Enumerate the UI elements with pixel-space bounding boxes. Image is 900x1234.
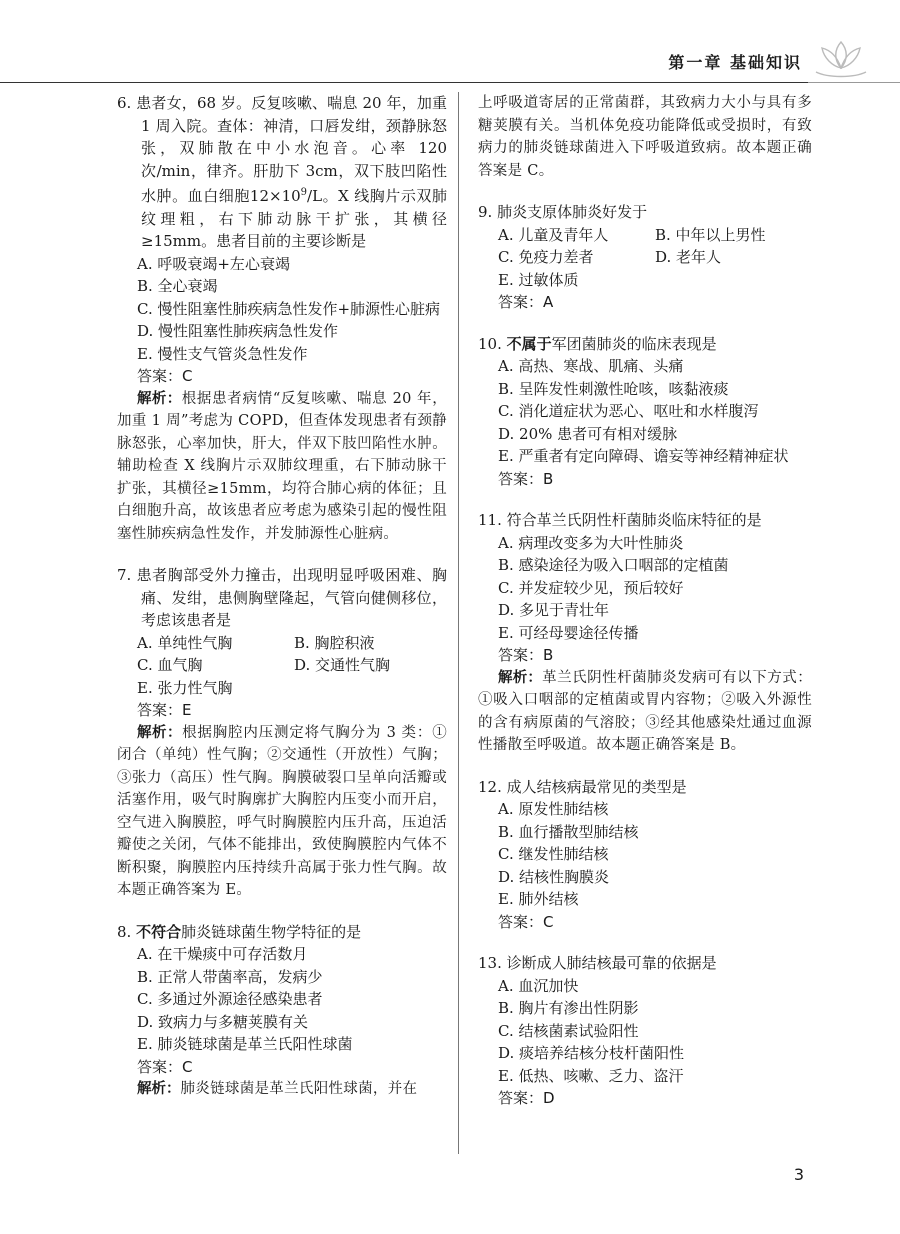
answer: 答案：A: [498, 293, 554, 311]
answer: 答案：B: [498, 646, 554, 664]
question-stem: 12. 成人结核病最常见的类型是: [478, 777, 687, 796]
option-e: E. 低热、咳嗽、乏力、盗汗: [498, 1066, 684, 1085]
option-d: D. 交通性气胸: [294, 656, 391, 674]
question-6: [117, 92, 447, 545]
option-d: D. 结核性胸膜炎: [498, 867, 610, 886]
question-stem: 7. 患者胸部受外力撞击，出现明显呼吸困难、胸痛、发绀，患侧胸壁隆起，气管向健侧移位，考虑该患者是: [117, 566, 447, 629]
question-stem: [117, 921, 447, 944]
option-e: E. 慢性支气管炎急性发作: [137, 344, 308, 363]
option-d: D. 致病力与多糖荚膜有关: [137, 1012, 309, 1031]
question-11: [478, 509, 812, 757]
option-d: D. 多见于青壮年: [498, 601, 610, 619]
option-e: E. 肺外结核: [498, 890, 579, 908]
explanation-text: 根据胸腔内压测定将气胸分为 3 类：①闭合（单纯）性气胸；②交通性（开放性）气胸；③张力（高压）性气胸。胸膜破裂口呈单向活瓣或活塞作用，吸气时胸廓扩大胸腔内压变小而开启，空气进入胸膜腔，呼气时胸膜腔内压升高，压迫活瓣使之关闭，气体不能排出，致使胸膜腔内气体不断积聚，胸膜腔内压持续升高属于张力性气胸。故本题正确答案为 E。: [117, 724, 447, 898]
option-e: E. 肺炎链球菌是革兰氏阳性球菌: [137, 1035, 353, 1053]
stem-superscript: 9: [300, 187, 308, 198]
explanation: [117, 1078, 447, 1101]
option-list: [117, 943, 447, 1056]
stem-text: 军团菌肺炎的临床表现是: [551, 334, 717, 353]
question-stem: [117, 92, 447, 253]
question-7: [117, 564, 447, 902]
option-a: A. 在干燥痰中可存活数月: [137, 945, 308, 963]
option-a: A. 呼吸衰竭+左心衰竭: [137, 254, 290, 273]
option-b: B. 呈阵发性刺激性呛咳，咳黏液痰: [498, 379, 729, 398]
stem-text: 6. 患者女，68 岁。反复咳嗽、喘息 20 年，加重 1 周入院。查体：神清，口唇发绀，颈静脉怒张，双肺散在中小水泡音。心率 120 次/min，律齐。肝肋下 3cm，双下肢凹陷性水肿。血白细胞12×10: [117, 94, 447, 205]
option-list: [478, 355, 812, 468]
question-12: [478, 776, 812, 934]
option-b: B. 感染途径为吸入口咽部的定植菌: [498, 556, 729, 574]
stem-emphasis: 不符合: [136, 922, 182, 941]
question-stem: 13. 诊断成人肺结核最可靠的依据是: [478, 954, 717, 972]
page-number: 3: [793, 1165, 804, 1184]
explanation: [117, 722, 447, 902]
option-a: A. 高热、寒战、肌痛、头痛: [498, 357, 684, 375]
header-rule-light: [808, 82, 900, 83]
question-stem: [478, 333, 812, 356]
stem-emphasis: 不属于: [506, 334, 552, 353]
question-8: [117, 921, 447, 1101]
option-b: B. 胸腔积液: [294, 633, 375, 652]
page-header: [0, 0, 900, 90]
option-c: C. 并发症较少见，预后较好: [498, 578, 684, 597]
answer: 答案：C: [498, 912, 554, 931]
option-grid: [478, 224, 812, 292]
explanation-text: 革兰氏阴性杆菌肺炎发病可有以下方式：①吸入口咽部的定植菌或胃内容物；②吸入外源性的含有病原菌的气溶胶；③经其他感染灶通过血源性播散至呼吸道。故本题正确答案是 B。: [478, 669, 813, 753]
right-column: [478, 92, 812, 1110]
left-column: [117, 92, 447, 1101]
explanation-label: 解析：: [137, 390, 182, 407]
explanation-text: 肺炎链球菌是革兰氏阳性球菌，并在: [180, 1081, 418, 1097]
option-c: C. 多通过外源途径感染患者: [137, 990, 323, 1008]
explanation: [478, 667, 812, 757]
chapter-title: 第一章 基础知识: [668, 53, 802, 72]
lotus-logo-icon: [810, 34, 872, 78]
answer: 答案：C: [137, 1057, 193, 1076]
option-c: C. 免疫力差者: [498, 248, 594, 266]
question-number: 8.: [117, 922, 137, 941]
explanation-label: 解析：: [137, 1081, 181, 1097]
explanation-label: 解析：: [137, 724, 183, 741]
option-b: B. 正常人带菌率高，发病少: [137, 967, 323, 986]
question-number: 10.: [478, 334, 507, 353]
option-b: B. 全心衰竭: [137, 277, 218, 295]
question-stem: 9. 肺炎支原体肺炎好发于: [478, 203, 648, 221]
option-list: [117, 253, 447, 366]
explanation-text: 根据患者病情“反复咳嗽、喘息 20 年，加重 1 周”考虑为 COPD，但查体发现患者有颈静脉怒张，心率加快，肝大，伴双下肢凹陷性水肿。辅助检查 X 线胸片示双肺纹理重，右下肺动脉干扩张，其横径≥15mm，均符合肺心病的体征；且白细胞升高，故该患者应考虑为感染引起的慢性阻塞性肺疾病急性发作，并发肺源性心脏病。: [117, 390, 447, 542]
option-d: D. 20% 患者可有相对缓脉: [498, 424, 678, 443]
answer: 答案：D: [498, 1089, 555, 1107]
header-rule: [0, 82, 808, 83]
option-c: C. 消化道症状为恶心、呕吐和水样腹泻: [498, 402, 759, 420]
option-a: A. 病理改变多为大叶性肺炎: [498, 533, 684, 552]
option-list: [478, 975, 812, 1088]
question-13: [478, 952, 812, 1110]
option-e: E. 严重者有定向障碍、谵妄等神经精神症状: [498, 447, 789, 465]
option-grid: [117, 632, 447, 700]
option-a: A. 儿童及青年人: [498, 225, 609, 244]
option-b: B. 中年以上男性: [655, 225, 766, 244]
question-10: [478, 333, 812, 491]
explanation: [117, 388, 447, 546]
option-b: B. 血行播散型肺结核: [498, 822, 639, 841]
explanation-label: 解析：: [498, 669, 543, 686]
answer: 答案：E: [137, 701, 192, 719]
stem-text: 肺炎链球菌生物学特征的是: [181, 922, 362, 941]
explanation-continued: 上呼吸道寄居的正常菌群，其致病力大小与具有多糖荚膜有关。当机体免疫功能降低或受损时，有致病力的肺炎链球菌进入下呼吸道致病。故本题正确答案是 C。: [478, 95, 812, 179]
question-stem: 11. 符合革兰氏阴性杆菌肺炎临床特征的是: [478, 511, 762, 529]
column-divider: [458, 92, 459, 1154]
answer: 答案：B: [498, 469, 554, 488]
option-a: A. 单纯性气胸: [137, 633, 233, 652]
option-c: C. 血气胸: [137, 656, 203, 674]
answer: 答案：C: [137, 367, 193, 385]
option-d: D. 老年人: [655, 248, 722, 266]
option-c: C. 慢性阻塞性肺疾病急性发作+肺源性心脏病: [137, 299, 441, 318]
option-e: E. 过敏体质: [498, 270, 579, 289]
stem-text-cont: /L。X 线胸片示双肺纹理粗，右下肺动脉干扩张，其横径≥15mm。患者目前的主要诊断是: [141, 187, 447, 250]
option-e: E. 张力性气胸: [137, 678, 233, 697]
option-c: C. 继发性肺结核: [498, 845, 609, 863]
option-list: [478, 798, 812, 911]
option-c: C. 结核菌素试验阳性: [498, 1021, 639, 1040]
option-list: [478, 532, 812, 645]
option-b: B. 胸片有渗出性阴影: [498, 999, 639, 1017]
option-a: A. 血沉加快: [498, 976, 579, 995]
question-9: [478, 201, 812, 314]
option-e: E. 可经母婴途径传播: [498, 623, 639, 642]
option-a: A. 原发性肺结核: [498, 800, 609, 818]
option-d: D. 痰培养结核分枝杆菌阳性: [498, 1044, 685, 1062]
option-d: D. 慢性阻塞性肺疾病急性发作: [137, 322, 339, 340]
